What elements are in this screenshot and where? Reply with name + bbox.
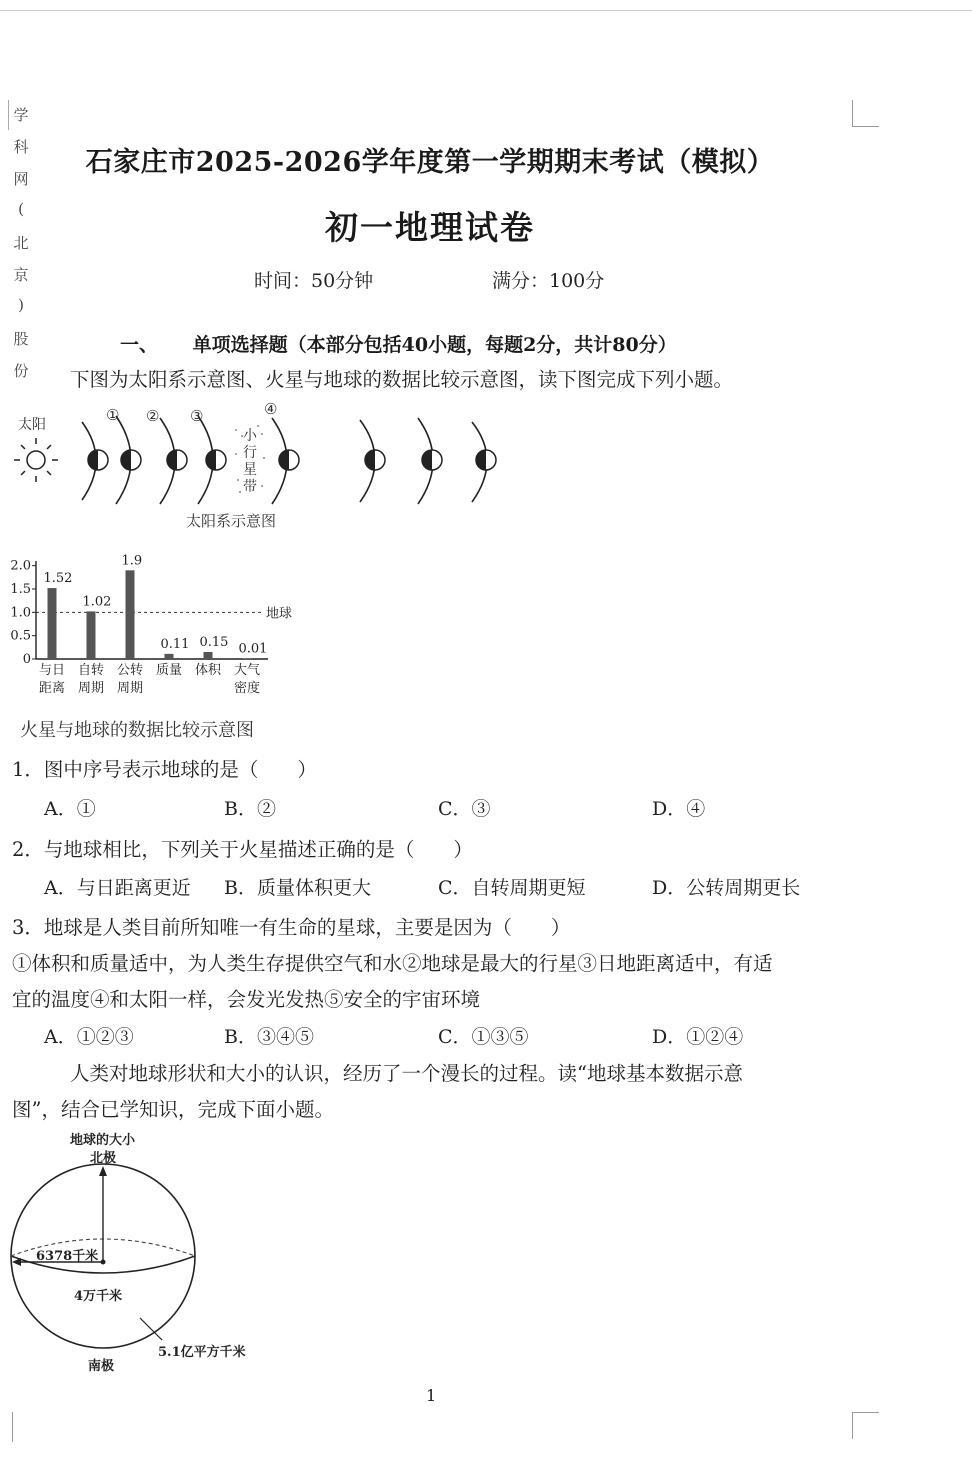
watermark-char: 股 <box>13 330 29 348</box>
earth-center-dot <box>101 1260 106 1265</box>
bar-value-label: 0.11 <box>160 636 190 652</box>
belt-char: 星 <box>243 462 257 478</box>
marker-1: ① <box>106 406 120 424</box>
bar <box>87 611 96 659</box>
category-label: 与日 <box>38 663 66 678</box>
exam-full-score: 满分：100分 <box>492 270 605 292</box>
solar-system-diagram <box>10 396 510 536</box>
corner-mark-bottom-right <box>852 1412 879 1439</box>
sun-label: 太阳 <box>18 417 46 433</box>
category-label: 公转 <box>116 663 144 678</box>
watermark-char: ) <box>18 296 24 314</box>
subject-title: 初一地理试卷 <box>325 208 535 247</box>
q2-option-c[interactable]: C．自转周期更短 <box>438 877 586 899</box>
asteroid-belt-label <box>243 428 261 495</box>
corner-mark-bottom-left <box>6 1412 13 1442</box>
radius-label: 6378千米 <box>36 1249 99 1264</box>
y-tick-label: 1.5 <box>10 582 31 597</box>
surface-area-label: 5.1亿平方千米 <box>158 1345 246 1360</box>
q1-option-c[interactable]: C．③ <box>438 798 491 820</box>
planet-icons <box>88 450 496 470</box>
belt-char: 小 <box>243 428 257 444</box>
q3-statement-line-2: 宜的温度④和太阳一样，会发光发热⑤安全的宇宙环境 <box>12 988 481 1011</box>
watermark-char: 网 <box>13 170 29 188</box>
marker-4: ④ <box>264 400 278 418</box>
q2-option-d[interactable]: D．公转周期更长 <box>652 877 801 899</box>
page-number: 1 <box>426 1386 437 1405</box>
watermark-char: 份 <box>13 362 29 380</box>
axis-arrow-icon <box>99 1166 107 1176</box>
category-label: 周期 <box>77 681 105 696</box>
top-border-line <box>0 10 972 11</box>
bar <box>204 652 213 659</box>
south-pole-label: 南极 <box>88 1359 115 1374</box>
bar <box>165 654 174 659</box>
bar-value-label: 0.01 <box>238 641 268 657</box>
mars-earth-chart <box>6 540 316 705</box>
y-tick-label: 1.0 <box>10 605 31 621</box>
watermark-char: 学 <box>13 106 29 124</box>
q3-option-d[interactable]: D．①②④ <box>652 1026 744 1048</box>
chart-caption: 火星与地球的数据比较示意图 <box>20 720 254 741</box>
watermark-char: 北 <box>13 234 29 252</box>
question-1-stem: 1．图中序号表示地球的是（ ） <box>12 758 317 781</box>
radius-arrow-icon <box>12 1258 21 1266</box>
left-margin-line <box>8 100 9 130</box>
bar-value-label: 1.52 <box>43 571 73 587</box>
q2-option-b[interactable]: B．质量体积更大 <box>224 877 371 899</box>
question-2-stem: 2．与地球相比，下列关于火星描述正确的是（ ） <box>12 838 473 861</box>
section-title: 单项选择题（本部分包括40小题，每题2分，共计80分） <box>192 334 677 356</box>
corner-mark-top-right <box>852 100 879 127</box>
solar-diagram-caption: 太阳系示意图 <box>186 512 277 530</box>
marker-3: ③ <box>190 407 204 425</box>
earth-reference-label: 地球 <box>266 606 293 622</box>
category-label: 体积 <box>194 663 222 678</box>
question-3-stem: 3．地球是人类目前所知唯一有生命的星球，主要是因为（ ） <box>12 916 571 939</box>
bar-value-label: 1.9 <box>121 553 143 569</box>
marker-2: ② <box>146 407 160 425</box>
category-label: 周期 <box>116 681 144 696</box>
q3-option-b[interactable]: B．③④⑤ <box>224 1026 314 1048</box>
section-heading <box>120 330 677 357</box>
q3-option-a[interactable]: A．①②③ <box>44 1026 134 1048</box>
north-pole-label: 北极 <box>90 1151 117 1166</box>
intro-paragraph-1: 下图为太阳系示意图、火星与地球的数据比较示意图，读下图完成下列小题。 <box>70 368 734 391</box>
y-tick-label: 0 <box>22 652 31 667</box>
intro-paragraph-2-line-2: 图”，结合已学知识，完成下面小题。 <box>12 1098 334 1121</box>
category-label: 自转 <box>77 663 105 678</box>
watermark-char: 科 <box>13 138 29 156</box>
bar <box>48 588 57 659</box>
q1-option-b[interactable]: B．② <box>224 798 276 820</box>
earth-diagram-title: 地球的大小 <box>70 1133 136 1148</box>
belt-char: 行 <box>243 445 257 461</box>
category-label: 密度 <box>233 681 261 696</box>
equator-length-label: 4万千米 <box>74 1289 123 1304</box>
category-label: 质量 <box>155 663 183 678</box>
sun-icon <box>14 438 58 482</box>
bar-value-label: 1.02 <box>82 594 112 610</box>
exam-time: 时间：50分钟 <box>254 270 374 292</box>
q1-option-a[interactable]: A．① <box>44 798 96 820</box>
bar-value-label: 0.15 <box>199 635 229 650</box>
exam-title: 石家庄市2025-2026学年度第一学期期末考试（模拟） <box>85 147 775 178</box>
section-number: 一、 <box>120 334 159 356</box>
q3-statement-line-1: ①体积和质量适中，为人类生存提供空气和水②地球是最大的行星③日地距离适中，有适 <box>12 952 773 975</box>
category-label: 大气 <box>233 663 261 678</box>
q3-option-c[interactable]: C．①③⑤ <box>438 1026 529 1048</box>
intro-paragraph-2-line-1: 人类对地球形状和大小的认识，经历了一个漫长的过程。读“地球基本数据示意 <box>70 1062 743 1085</box>
q2-option-a[interactable]: A．与日距离更近 <box>44 877 191 899</box>
watermark-char: 京 <box>13 266 29 284</box>
watermark-char: ( <box>18 200 24 218</box>
belt-char: 带 <box>243 479 257 495</box>
earth-data-diagram <box>6 1126 276 1378</box>
bar <box>126 570 135 659</box>
y-tick-label: 2.0 <box>10 558 31 574</box>
y-tick-label: 0.5 <box>10 628 31 644</box>
q1-option-d[interactable]: D．④ <box>652 798 706 820</box>
category-label: 距离 <box>38 681 66 696</box>
